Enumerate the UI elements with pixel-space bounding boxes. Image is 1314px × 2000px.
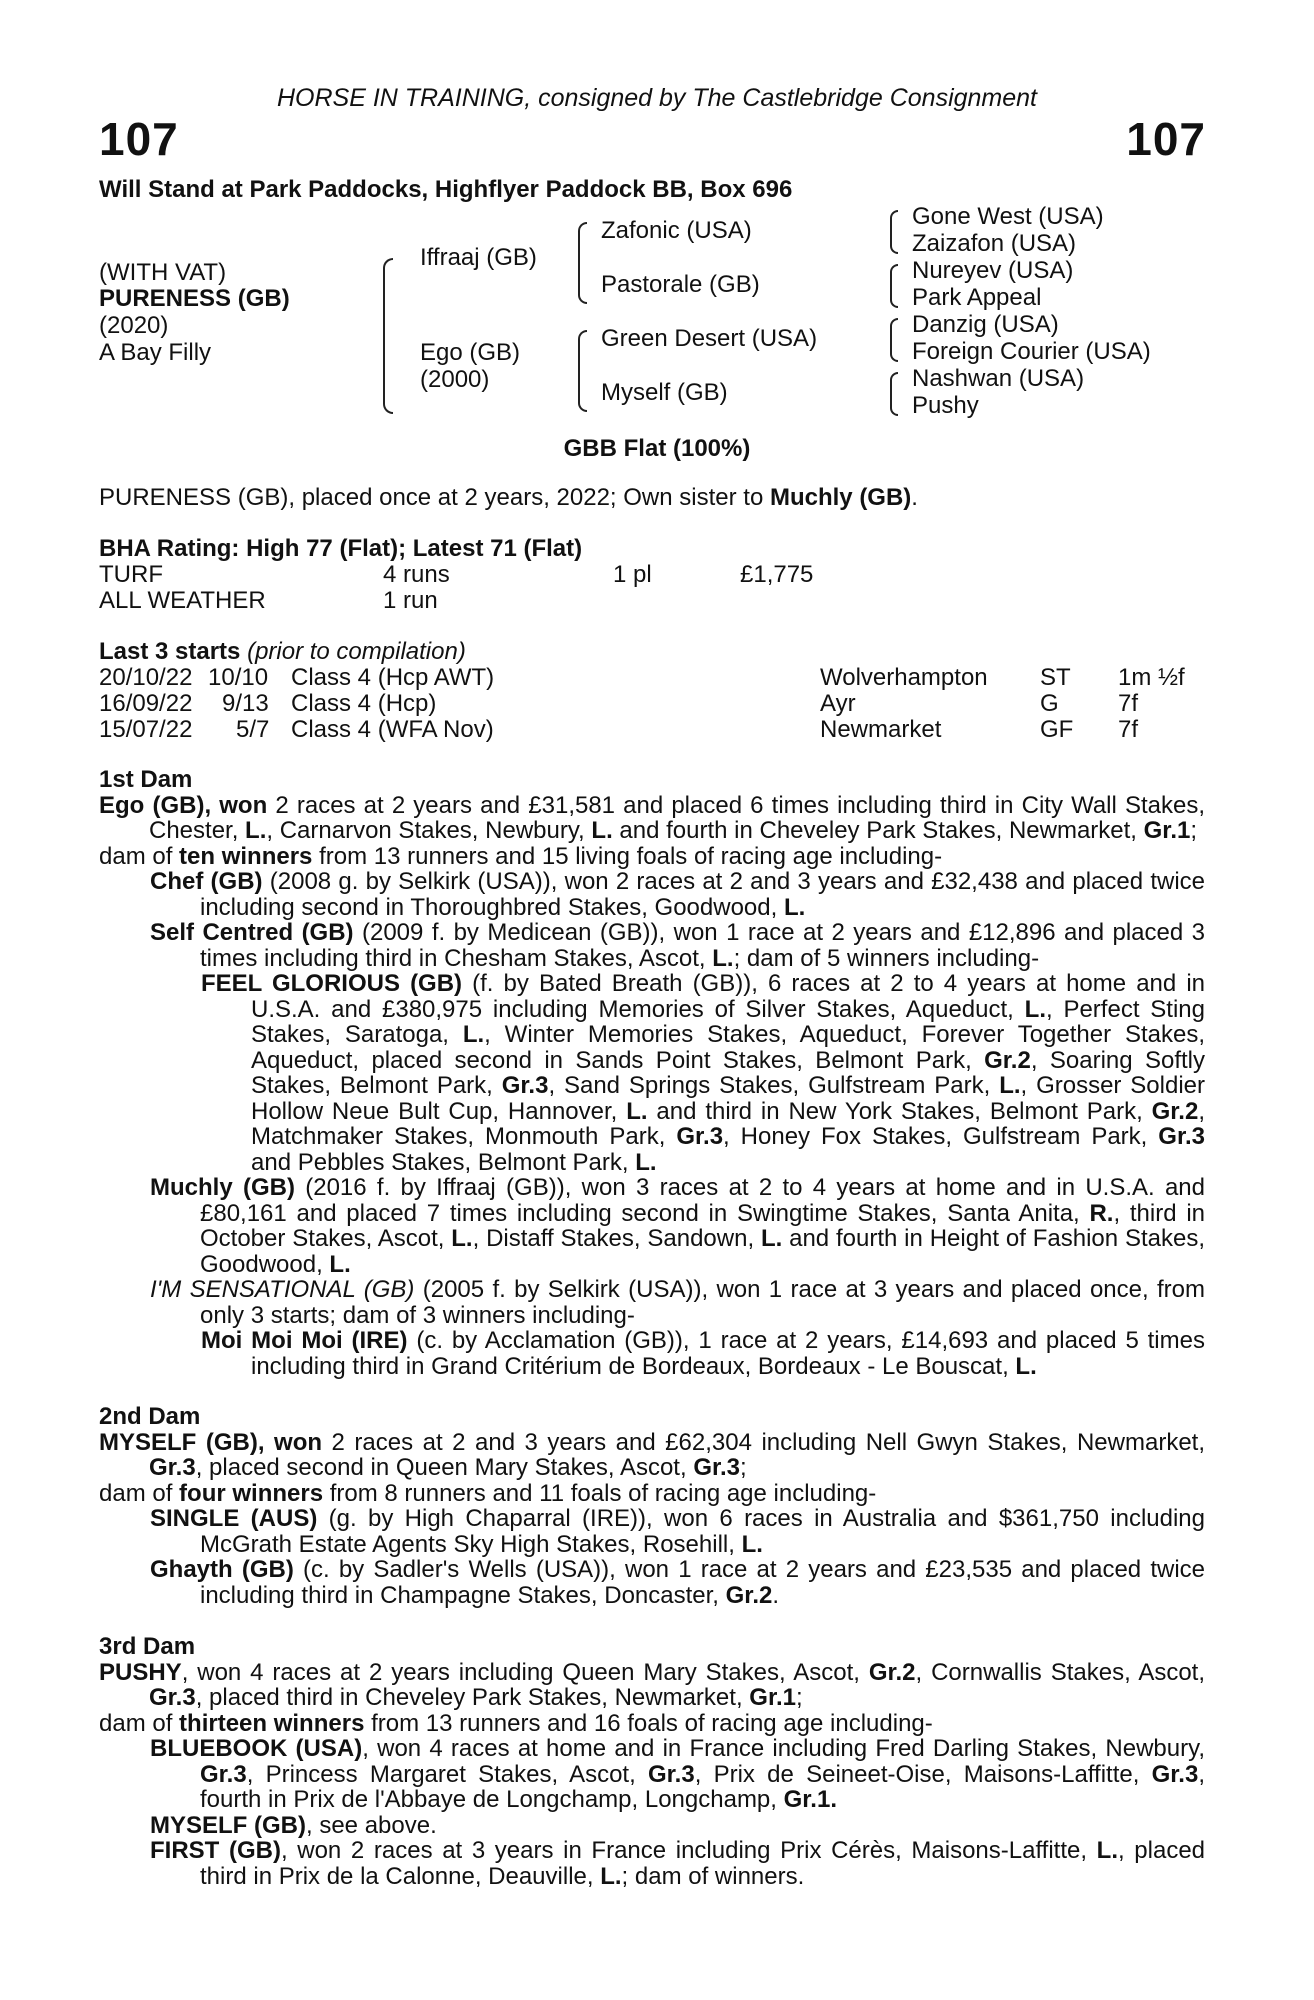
progeny-name: FIRST (GB): [150, 1837, 281, 1864]
text: , placed third in Prix de la Calonne, Deauville,: [200, 1837, 1206, 1890]
pedigree-brace-dd: [890, 372, 898, 416]
text: 2 races at 2 years and £31,581 and placed 6 times including third in City Wall Stakes, Chester,: [149, 791, 1206, 844]
text: and third in New York Stakes, Belmont Park,: [647, 1097, 1152, 1125]
start-going: GF: [1040, 716, 1074, 743]
summary-text: PURENESS (GB), placed once at 2 years, 2022; Own sister to: [99, 484, 770, 511]
listed-mark: L.: [783, 893, 806, 921]
dam-record: [99, 1430, 1205, 1481]
text: , see above.: [306, 1811, 437, 1839]
text: , won 4 races at home and in France including Fred Darling Stakes, Newbury,: [362, 1735, 1206, 1762]
start-dist: 7f: [1118, 690, 1139, 717]
progeny-name: I'M SENSATIONAL (GB): [150, 1276, 415, 1303]
progeny-myself: [99, 1813, 1205, 1839]
text: from 13 runners and 16 foals of racing age including-: [364, 1709, 933, 1737]
text: (2005 f. by Selkirk (USA)), won 1 race at 3 years and placed once, from only 3 starts; dam of 3 winners including-: [200, 1276, 1205, 1329]
text: (2016 f. by Iffraaj (GB)), won 3 races at 2 to 4 years at home and in U.S.A. and £80,161 and placed 7 times including second in Swingtime Stakes, Santa Anita,: [200, 1174, 1206, 1227]
start-pos: 10/10: [208, 664, 269, 691]
progeny-moi-moi-moi: [99, 1328, 1205, 1379]
dam-name-bold: PUSHY: [99, 1658, 182, 1686]
text: dam of: [99, 1479, 180, 1507]
start-course: Wolverhampton: [820, 664, 988, 691]
listed-mark: L.: [245, 817, 267, 844]
text: and fourth in Cheveley Park Stakes, Newmarket,: [612, 817, 1144, 844]
stable-location: Will Stand at Park Paddocks, Highflyer Paddock BB, Box 696: [99, 176, 793, 203]
pedigree-brace-ds: [890, 318, 898, 362]
text: .: [772, 1581, 780, 1609]
dam-record: [99, 793, 1205, 844]
text: ;: [740, 1454, 747, 1481]
text: from 8 runners and 11 foals of racing age including-: [323, 1479, 877, 1507]
start-race: Class 4 (WFA Nov): [291, 716, 494, 743]
progeny-self-centred: [99, 920, 1205, 971]
dam-name: Ego (GB): [420, 339, 521, 366]
progeny-bluebook: [99, 1736, 1205, 1813]
text: and Pebbles Stakes, Belmont Park,: [251, 1148, 636, 1176]
dam-record: [99, 1660, 1205, 1711]
text: , Cornwallis Stakes, Ascot,: [915, 1658, 1206, 1686]
second-dam-heading: 2nd Dam: [99, 1403, 201, 1430]
last-starts-note: (prior to compilation): [247, 638, 466, 665]
pedigree-brace-dam: [578, 330, 587, 412]
start-going: ST: [1040, 664, 1071, 691]
text: and fourth in Height of Fashion Stakes, Goodwood,: [200, 1225, 1205, 1278]
dam-dam: Myself (GB): [601, 379, 728, 406]
summary-line: [99, 485, 918, 511]
sire-sire: Zafonic (USA): [601, 217, 752, 244]
text: , Matchmaker Stakes, Monmouth Park,: [251, 1097, 1205, 1150]
start-pos: 5/7: [236, 716, 270, 743]
group-mark: Gr.2: [1151, 1097, 1199, 1125]
horse-name: PURENESS (GB): [99, 285, 290, 312]
listed-mark: L.: [329, 1250, 351, 1278]
group-mark: Gr.3: [1151, 1760, 1199, 1788]
sds: Nureyev (USA): [912, 257, 1074, 284]
horse-description: A Bay Filly: [99, 339, 212, 366]
bha-rating: BHA Rating: High 77 (Flat); Latest 71 (Flat): [99, 535, 583, 562]
text: , Princess Margaret Stakes, Ascot,: [246, 1760, 648, 1788]
rating-placed: 1 pl: [613, 561, 652, 588]
group-mark: Gr.2: [725, 1581, 773, 1609]
text: , third in October Stakes, Ascot,: [200, 1199, 1205, 1252]
text: , fourth in Prix de l'Abbaye de Longchamp, Longchamp,: [200, 1760, 1205, 1813]
pedigree-brace-main: [383, 258, 393, 414]
ssd: Zaizafon (USA): [912, 230, 1077, 257]
horse-year: (2020): [99, 312, 169, 339]
progeny-name: Self Centred (GB): [150, 919, 354, 946]
start-dist: 1m ½f: [1118, 664, 1185, 691]
listed-mark: L.: [760, 1225, 783, 1252]
text: , placed second in Queen Mary Stakes, Ascot,: [195, 1454, 694, 1481]
dam-won: , won: [204, 791, 268, 819]
second-dam-section: [99, 1404, 1205, 1608]
progeny-name: Chef (GB): [150, 868, 263, 895]
winners-count: ten winners: [179, 842, 313, 870]
group-mark: Gr.2: [984, 1046, 1031, 1074]
text: , Soaring Softly Stakes, Belmont Park,: [251, 1046, 1205, 1099]
winners-count: four winners: [179, 1479, 324, 1507]
start-dist: 7f: [1118, 716, 1139, 743]
restricted-mark: R.: [1089, 1199, 1114, 1227]
listed-mark: L.: [591, 817, 613, 844]
text: , Winter Memories Stakes, Aqueduct, Forever Together Stakes, Aqueduct, placed second in Sands Point Stakes, Belmont Park,: [251, 1021, 1205, 1074]
group-mark: Gr.1.: [783, 1786, 837, 1813]
rating-surface: TURF: [99, 561, 163, 588]
group-mark: Gr.2: [868, 1658, 916, 1686]
group-mark: Gr.3: [200, 1760, 247, 1788]
text: ;: [795, 1684, 803, 1711]
listed-mark: L.: [1015, 1352, 1037, 1380]
vat-note: (WITH VAT): [99, 259, 227, 286]
dam-of-line: [99, 1711, 1205, 1737]
progeny-chef: [99, 869, 1205, 920]
progeny-name: FEEL GLORIOUS (GB): [201, 970, 463, 997]
text: ; dam of 5 winners including-: [733, 944, 1040, 972]
dds: Nashwan (USA): [912, 365, 1085, 392]
dam-of-line: [99, 1481, 1205, 1507]
first-dam-heading: 1st Dam: [99, 766, 193, 793]
start-date: 20/10/22: [99, 664, 193, 691]
text: , Perfect Sting Stakes, Saratoga,: [251, 995, 1205, 1048]
third-dam-heading: 3rd Dam: [99, 1633, 196, 1660]
listed-mark: L.: [999, 1072, 1021, 1099]
summary-sister: Muchly (GB): [769, 484, 912, 511]
progeny-muchly: [99, 1175, 1205, 1277]
text: , Carnarvon Stakes, Newbury,: [266, 817, 592, 844]
progeny-name: Moi Moi Moi (IRE): [201, 1327, 408, 1354]
start-race: Class 4 (Hcp AWT): [291, 664, 495, 691]
start-going: G: [1040, 690, 1059, 717]
rating-runs: 4 runs: [383, 561, 450, 588]
last-starts-title: [99, 639, 466, 665]
text: , Sand Springs Stakes, Gulfstream Park,: [548, 1072, 1000, 1099]
progeny-name: SINGLE (AUS): [150, 1505, 318, 1532]
text: (f. by Bated Breath (GB)), 6 races at 2 to 4 years at home and in U.S.A. and £380,975 including Memories of Silver Stakes, Aqueduct,: [251, 970, 1205, 1023]
sire-dam: Pastorale (GB): [601, 271, 760, 298]
group-mark: Gr.3: [676, 1123, 724, 1150]
lot-number-right: 107: [1126, 113, 1206, 165]
group-mark: Gr.1: [749, 1684, 796, 1711]
start-course: Newmarket: [820, 716, 942, 743]
text: from 13 runners and 15 living foals of racing age including-: [312, 842, 943, 870]
text: (2008 g. by Selkirk (USA)), won 2 races at 2 and 3 years and £32,438 and placed twice including second in Thoroughbred Stakes, Goodwood,: [200, 868, 1205, 921]
consignment-header: HORSE IN TRAINING, consigned by The Castlebridge Consignment: [276, 84, 1038, 112]
ddd: Pushy: [912, 392, 979, 419]
listed-mark: L.: [712, 944, 734, 972]
sire-name: Iffraaj (GB): [420, 244, 537, 271]
text: (2009 f. by Medicean (GB)), won 1 race at 2 years and £12,896 and placed 3 times including third in Chesham Stakes, Ascot,: [200, 919, 1206, 972]
sdd: Park Appeal: [912, 284, 1042, 311]
start-course: Ayr: [820, 690, 856, 717]
progeny-im-sensational: [99, 1277, 1205, 1328]
text: 2 races at 2 and 3 years and £62,304 including Nell Gwyn Stakes, Newmarket,: [322, 1428, 1205, 1456]
progeny-name: BLUEBOOK (USA): [150, 1735, 363, 1762]
group-mark: Gr.3: [149, 1684, 196, 1711]
pedigree-brace-sire: [578, 222, 587, 304]
dsd: Foreign Courier (USA): [912, 338, 1151, 365]
listed-mark: L.: [626, 1097, 648, 1125]
first-dam-section: [99, 767, 1205, 1379]
text: , Honey Fox Stakes, Gulfstream Park,: [723, 1123, 1159, 1150]
dam-of-line: [99, 844, 1205, 870]
winners-count: thirteen winners: [179, 1709, 365, 1737]
text: (c. by Sadler's Wells (USA)), won 1 race at 2 years and £23,535 and placed twice including third in Champagne Stakes, Doncaster,: [200, 1556, 1205, 1609]
progeny-name: Muchly (GB): [150, 1174, 295, 1201]
sss: Gone West (USA): [912, 203, 1104, 230]
pedigree-brace-ss: [890, 210, 898, 254]
text: ;: [1190, 817, 1198, 844]
gbb-label: GBB Flat (100%): [563, 435, 751, 462]
dss: Danzig (USA): [912, 311, 1059, 338]
progeny-name: Ghayth (GB): [150, 1556, 294, 1583]
text: dam of: [99, 1709, 180, 1737]
text: , Distaff Stakes, Sandown,: [472, 1225, 761, 1252]
rating-prize: £1,775: [740, 561, 814, 588]
start-date: 15/07/22: [99, 716, 193, 743]
listed-mark: L.: [1024, 995, 1046, 1023]
listed-mark: L.: [741, 1530, 763, 1558]
listed-mark: L.: [635, 1148, 657, 1176]
rating-runs: 1 run: [383, 587, 438, 614]
text: (c. by Acclamation (GB)), 1 race at 2 years, £14,693 and placed 5 times including third in Grand Critérium de Bordeaux, Bordeaux - Le Bouscat,: [251, 1327, 1205, 1380]
text: , Prix de Seineet-Oise, Maisons-Laffitte,: [694, 1760, 1152, 1788]
text: (g. by High Chaparral (IRE)), won 6 races in Australia and $361,750 including McGrath Estate Agents Sky High Stakes, Rosehill,: [200, 1505, 1205, 1558]
pedigree-brace-sd: [890, 264, 898, 308]
listed-mark: L.: [451, 1225, 473, 1252]
group-mark: Gr.1: [1143, 817, 1191, 844]
progeny-feel-glorious: [99, 971, 1205, 1175]
group-mark: Gr.3: [1158, 1123, 1205, 1150]
third-dam-section: [99, 1634, 1205, 1889]
group-mark: Gr.3: [648, 1760, 695, 1788]
progeny-first: [99, 1838, 1205, 1889]
group-mark: Gr.3: [693, 1454, 741, 1481]
group-mark: Gr.3: [501, 1072, 549, 1099]
text: ; dam of winners.: [621, 1862, 805, 1890]
dam-name-bold: Ego (GB): [99, 791, 205, 819]
text: , Grosser Soldier Hollow Neue Bult Cup, Hannover,: [251, 1072, 1206, 1125]
listed-mark: L.: [600, 1862, 622, 1890]
progeny-single: [99, 1506, 1205, 1557]
start-pos: 9/13: [222, 690, 269, 717]
progeny-ghayth: [99, 1557, 1205, 1608]
dam-name-bold: MYSELF (GB), won: [99, 1428, 323, 1456]
text: , placed third in Cheveley Park Stakes, Newmarket,: [195, 1684, 750, 1711]
listed-mark: L.: [1096, 1837, 1118, 1864]
dam-sire: Green Desert (USA): [601, 325, 818, 352]
text: , won 2 races at 3 years in France including Prix Cérès, Maisons-Laffitte,: [280, 1837, 1097, 1864]
lot-number-left: 107: [99, 113, 179, 165]
summary-end: .: [911, 484, 918, 511]
rating-surface: ALL WEATHER: [99, 587, 266, 614]
start-race: Class 4 (Hcp): [291, 690, 437, 717]
text: dam of: [99, 842, 180, 870]
listed-mark: L.: [462, 1021, 485, 1048]
text: , won 4 races at 2 years including Queen Mary Stakes, Ascot,: [181, 1658, 869, 1686]
progeny-name: MYSELF (GB): [150, 1811, 306, 1839]
dam-year: (2000): [420, 366, 490, 393]
last-starts-label: Last 3 starts: [99, 638, 241, 665]
start-date: 16/09/22: [99, 690, 193, 717]
group-mark: Gr.3: [149, 1454, 196, 1481]
